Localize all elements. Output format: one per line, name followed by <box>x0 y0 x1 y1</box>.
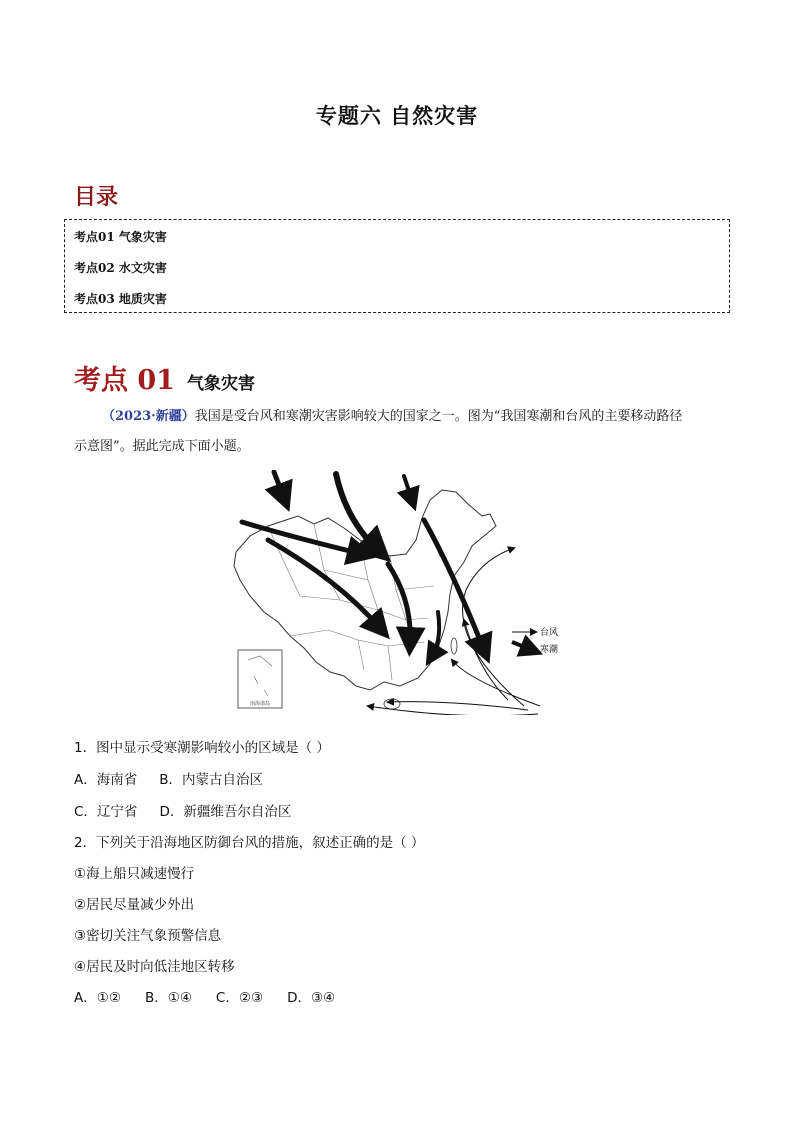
hainan-island <box>384 699 400 709</box>
q2-statement-3: ③密切关注气象预警信息 <box>74 928 222 944</box>
toc-item-01[interactable]: 考点01 气象灾害 <box>74 230 167 244</box>
question-2-stem: 2．下列关于沿海地区防御台风的措施，叙述正确的是（ ） <box>74 835 425 851</box>
taiwan-island <box>451 638 457 654</box>
province-lines <box>268 524 454 680</box>
route-map <box>228 470 568 715</box>
q2-option-b[interactable]: B．①④ <box>144 990 192 1006</box>
q2-option-a[interactable]: A．①② <box>74 990 121 1006</box>
section-name: 气象灾害 <box>186 374 255 394</box>
q2-option-c[interactable]: C．②③ <box>215 990 264 1006</box>
inset-box <box>238 650 282 708</box>
q2-statement-4: ④居民及时向低洼地区转移 <box>74 959 235 975</box>
toc-heading: 目录 <box>74 184 119 210</box>
q2-statement-2: ②居民尽量减少外出 <box>74 897 195 913</box>
cold-wave-arrows <box>242 472 484 656</box>
question-1-options-cd <box>74 800 291 820</box>
map-svg <box>228 470 568 715</box>
intro-text-line2: 示意图”。据此完成下面小题。 <box>74 439 250 454</box>
intro-text-line1: 我国是受台风和寒潮灾害影响较大的国家之一。图为“我国寒潮和台风的主要移动路径 <box>194 409 683 424</box>
toc-item-03[interactable]: 考点03 地质灾害 <box>74 292 167 306</box>
q2-option-d[interactable]: D．③④ <box>287 990 336 1006</box>
inset-label: 南海诸岛 <box>249 701 271 707</box>
intro-paragraph <box>74 402 724 462</box>
toc-item-02[interactable]: 考点02 水文灾害 <box>74 261 167 275</box>
q2-statement-1: ①海上船只减速慢行 <box>74 866 195 882</box>
question-source: （2023·新疆） <box>102 409 195 424</box>
section-code: 考点 01 <box>74 365 175 396</box>
section-heading <box>74 358 255 397</box>
toc-box <box>64 219 730 313</box>
q1-option-a[interactable]: A．海南省 <box>74 772 138 788</box>
q1-option-c[interactable]: C．辽宁省 <box>74 804 138 820</box>
question-2-options <box>74 986 335 1006</box>
q1-option-b[interactable]: B．内蒙古自治区 <box>159 772 264 788</box>
question-1-options-ab <box>74 768 263 788</box>
question-1-stem: 1．图中显示受寒潮影响较小的区域是（ ） <box>74 740 330 756</box>
legend-coldwave-symbol <box>512 642 532 650</box>
q1-option-d[interactable]: D．新疆维吾尔自治区 <box>159 804 292 820</box>
legend-typhoon-label: 台风 <box>540 628 559 638</box>
page-title: 专题六 自然灾害 <box>315 104 479 128</box>
legend-coldwave-label: 寒潮 <box>540 645 559 655</box>
